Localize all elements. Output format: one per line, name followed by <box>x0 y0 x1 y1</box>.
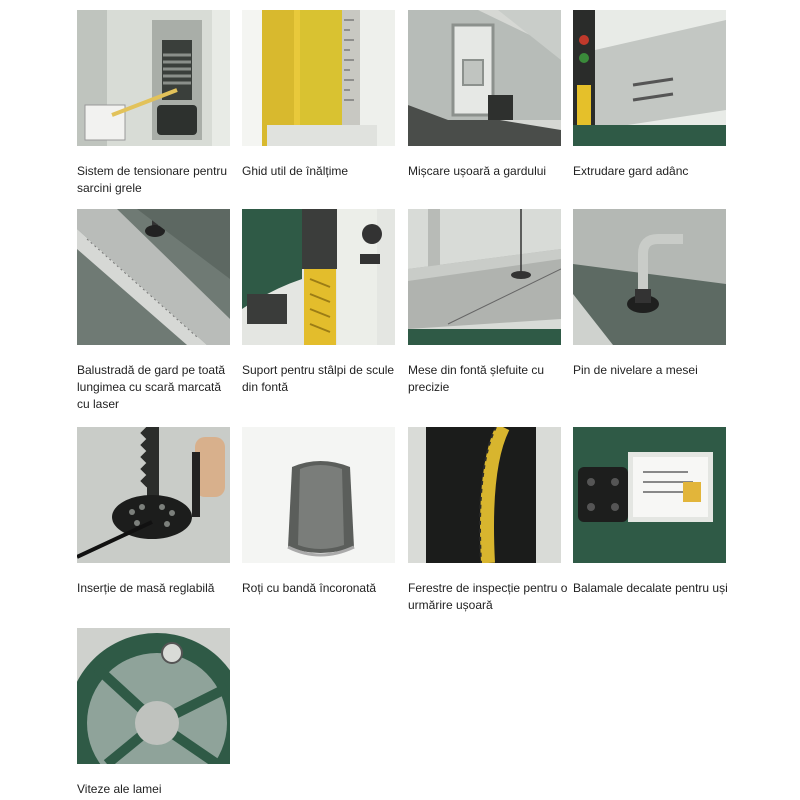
feature-caption: Suport pentru stâlpi de scule din fontă <box>242 363 395 394</box>
blade-speed-icon <box>77 628 230 764</box>
cast-iron-table-icon <box>408 209 561 345</box>
height-guide-icon <box>242 10 395 146</box>
table-insert-icon <box>77 427 230 563</box>
fence-movement-icon <box>408 10 561 146</box>
feature-caption: Sistem de tensionare pentru sarcini grele <box>77 164 228 195</box>
door-hinge-icon <box>573 427 726 563</box>
feature-caption: Pin de nivelare a mesei <box>573 363 698 377</box>
feature-caption: Viteze ale lamei <box>77 782 162 796</box>
crowned-wheel-icon <box>242 427 395 563</box>
feature-caption: Ghid util de înălțime <box>242 164 349 178</box>
tool-post-support-icon <box>242 209 395 345</box>
feature-caption: Roți cu bandă încoronată <box>242 581 377 595</box>
feature-caption: Ferestre de inspecție pentru o urmărire ușoară <box>408 581 568 612</box>
fence-rail-icon <box>77 209 230 345</box>
feature-caption: Extrudare gard adânc <box>573 164 689 178</box>
tension-system-icon <box>77 10 230 146</box>
leveling-pin-icon <box>573 209 726 345</box>
feature-caption: Balustradă de gard pe toată lungimea cu scară marcată cu laser <box>77 363 226 411</box>
feature-caption: Balamale decalate pentru uși <box>573 581 728 595</box>
feature-caption: Mese din fontă șlefuite cu precizie <box>408 363 545 394</box>
feature-caption: Mișcare ușoară a gardului <box>408 164 547 178</box>
inspection-window-icon <box>408 427 561 563</box>
fence-extrusion-icon <box>573 10 726 146</box>
feature-caption: Inserție de masă reglabilă <box>77 581 215 595</box>
